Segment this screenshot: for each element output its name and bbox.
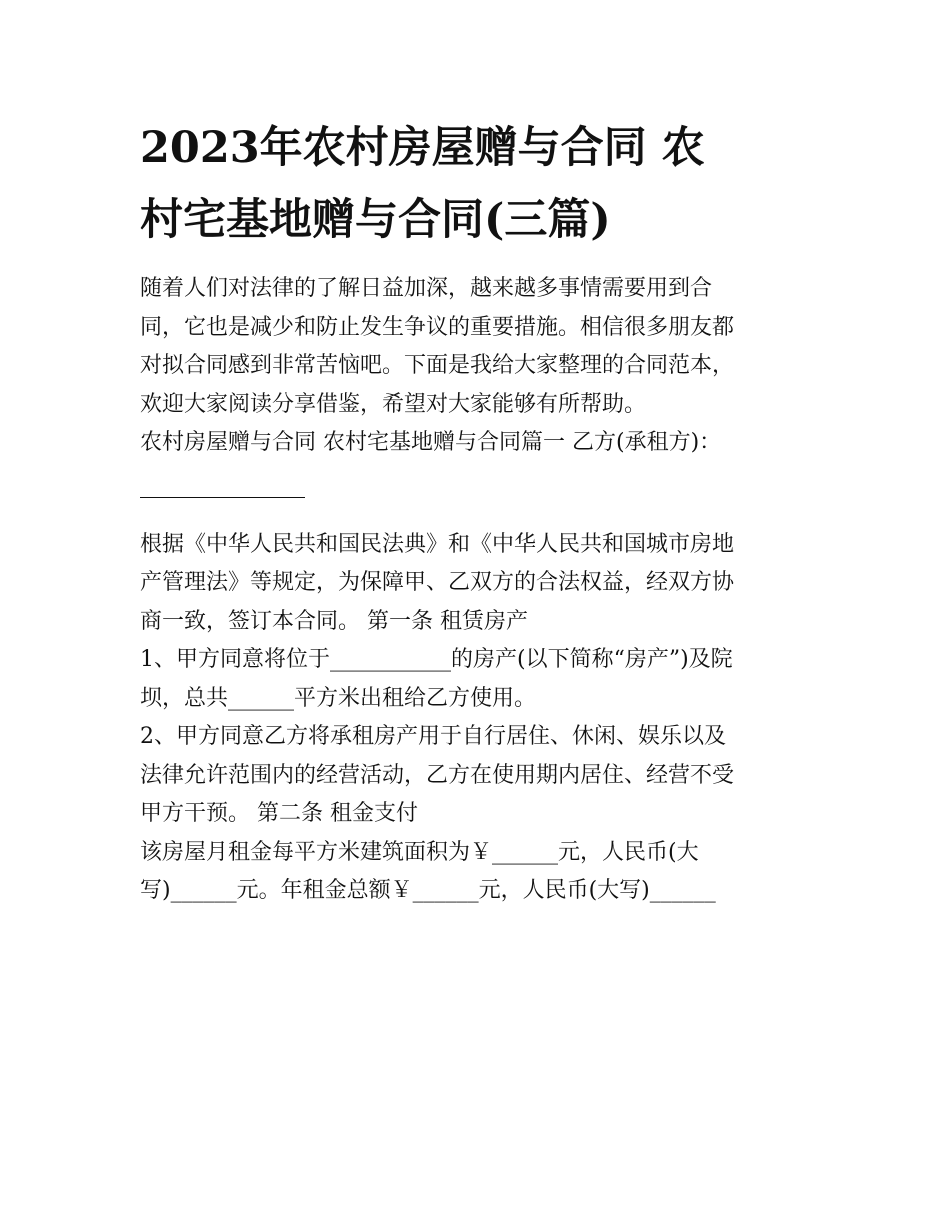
paragraph-line: 同，它也是减少和防止发生争议的重要措施。相信很多朋友都 <box>140 314 735 340</box>
title-line: 村宅基地赠与合同(三篇) <box>140 195 611 245</box>
paragraph-line: 欢迎大家阅读分享借鉴，希望对大家能够有所帮助。 <box>140 391 647 417</box>
clause-2-paragraph <box>140 718 820 834</box>
basis-paragraph <box>140 526 820 642</box>
paragraph-line: 甲方干预。 第二条 租金支付 <box>140 801 418 826</box>
document-title <box>140 112 820 256</box>
rent-paragraph <box>140 834 820 911</box>
intro-paragraph <box>140 270 820 424</box>
document-content <box>140 112 820 911</box>
section-heading-paragraph <box>140 424 820 463</box>
paragraph-line: 商一致，签订本合同。 第一条 租赁房产 <box>140 608 528 634</box>
paragraph-line: 1、甲方同意将位于___________的房产(以下简称“房产”)及院 <box>140 647 733 672</box>
paragraph-line: 2、甲方同意乙方将承租房产用于自行居住、休闲、娱乐以及 <box>140 724 726 749</box>
paragraph-line: 该房屋月租金每平方米建筑面积为￥______元，人民币(大 <box>140 839 699 865</box>
paragraph-line: 写)______元。年租金总额￥______元，人民币(大写)______ <box>140 878 716 903</box>
clause-1-paragraph <box>140 641 820 718</box>
paragraph-line: 坝，总共______平方米出租给乙方使用。 <box>140 685 537 711</box>
paragraph-line: 根据《中华人民共和国民法典》和《中华人民共和国城市房地 <box>140 531 735 557</box>
paragraph-line: 产管理法》等规定，为保障甲、乙双方的合法权益，经双方协 <box>140 570 735 595</box>
title-line: 2023年农村房屋赠与合同 农 <box>140 123 705 173</box>
paragraph-line: 对拟合同感到非常苦恼吧。下面是我给大家整理的合同范本， <box>140 353 735 378</box>
signature-blank-line <box>140 463 305 498</box>
paragraph-line: 农村房屋赠与合同 农村宅基地赠与合同篇一 乙方(承租方)： <box>140 430 722 455</box>
paragraph-line: 法律允许范围内的经营活动，乙方在使用期内居住、经营不受 <box>140 762 735 788</box>
paragraph-line: 随着人们对法律的了解日益加深，越来越多事情需要用到合 <box>140 276 713 301</box>
